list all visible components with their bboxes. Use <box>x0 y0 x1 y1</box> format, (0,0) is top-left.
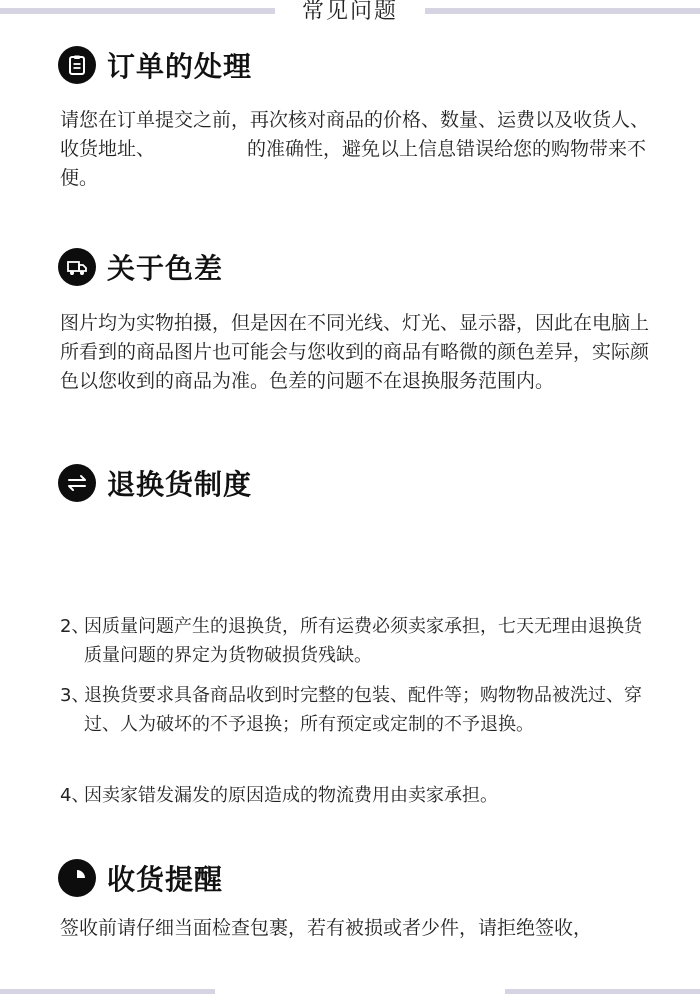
clock-icon <box>58 859 96 897</box>
returns-item-text: 退换货要求具备商品收到时完整的包装、配件等；购物物品被洗过、穿过、人为破坏的不予退换；所有预定或定制的不予退换。 <box>84 685 642 735</box>
returns-item-3 <box>60 681 650 739</box>
section-color-body: 图片均为实物拍摄，但是因在不同光线、灯光、显示器，因此在电脑上所看到的商品图片也可能会与您收到的商品有略微的颜色差异，实际颜色以您收到的商品为准。色差的问题不在退换服务范围内。 <box>60 312 650 392</box>
order-body-part2: 的准确性，避免以上信息错误给您的购物带来不便。 <box>60 138 647 189</box>
section-color-heading <box>58 247 223 287</box>
clipboard-icon <box>58 46 96 84</box>
section-returns-heading <box>58 463 252 503</box>
section-order-heading <box>58 45 252 85</box>
returns-item-text: 因质量问题产生的退换货，所有运费必须卖家承担，七天无理由退换货质量问题的界定为货物破损货残缺。 <box>84 616 642 666</box>
returns-item-number: 2、 <box>60 616 90 637</box>
exchange-arrows-icon <box>58 464 96 502</box>
section-receipt-heading <box>58 858 223 898</box>
returns-item-2 <box>60 612 650 670</box>
section-returns-title: 退换货制度 <box>107 468 253 501</box>
section-color-title: 关于色差 <box>107 252 224 285</box>
returns-item-text: 因卖家错发漏发的原因造成的物流费用由卖家承担。 <box>84 785 498 806</box>
delivery-truck-icon <box>58 248 96 286</box>
section-order-title: 订单的处理 <box>107 50 253 83</box>
returns-item-4 <box>60 781 650 810</box>
section-receipt-body: 签收前请仔细当面检查包裹，若有被损或者少件，请拒绝签收， <box>60 917 593 939</box>
returns-item-number: 4、 <box>60 785 90 806</box>
footer-divider-right <box>505 989 700 994</box>
section-order-body <box>60 106 660 193</box>
returns-item-number: 3、 <box>60 685 90 706</box>
page-header: 常见问题 <box>301 0 398 24</box>
footer-divider-left <box>0 989 215 994</box>
section-receipt-title: 收货提醒 <box>107 863 224 896</box>
order-body-part1: 请您在订单提交之前，再次核对商品的价格、数量、运费以及收货人、收货地址、 <box>60 109 650 160</box>
